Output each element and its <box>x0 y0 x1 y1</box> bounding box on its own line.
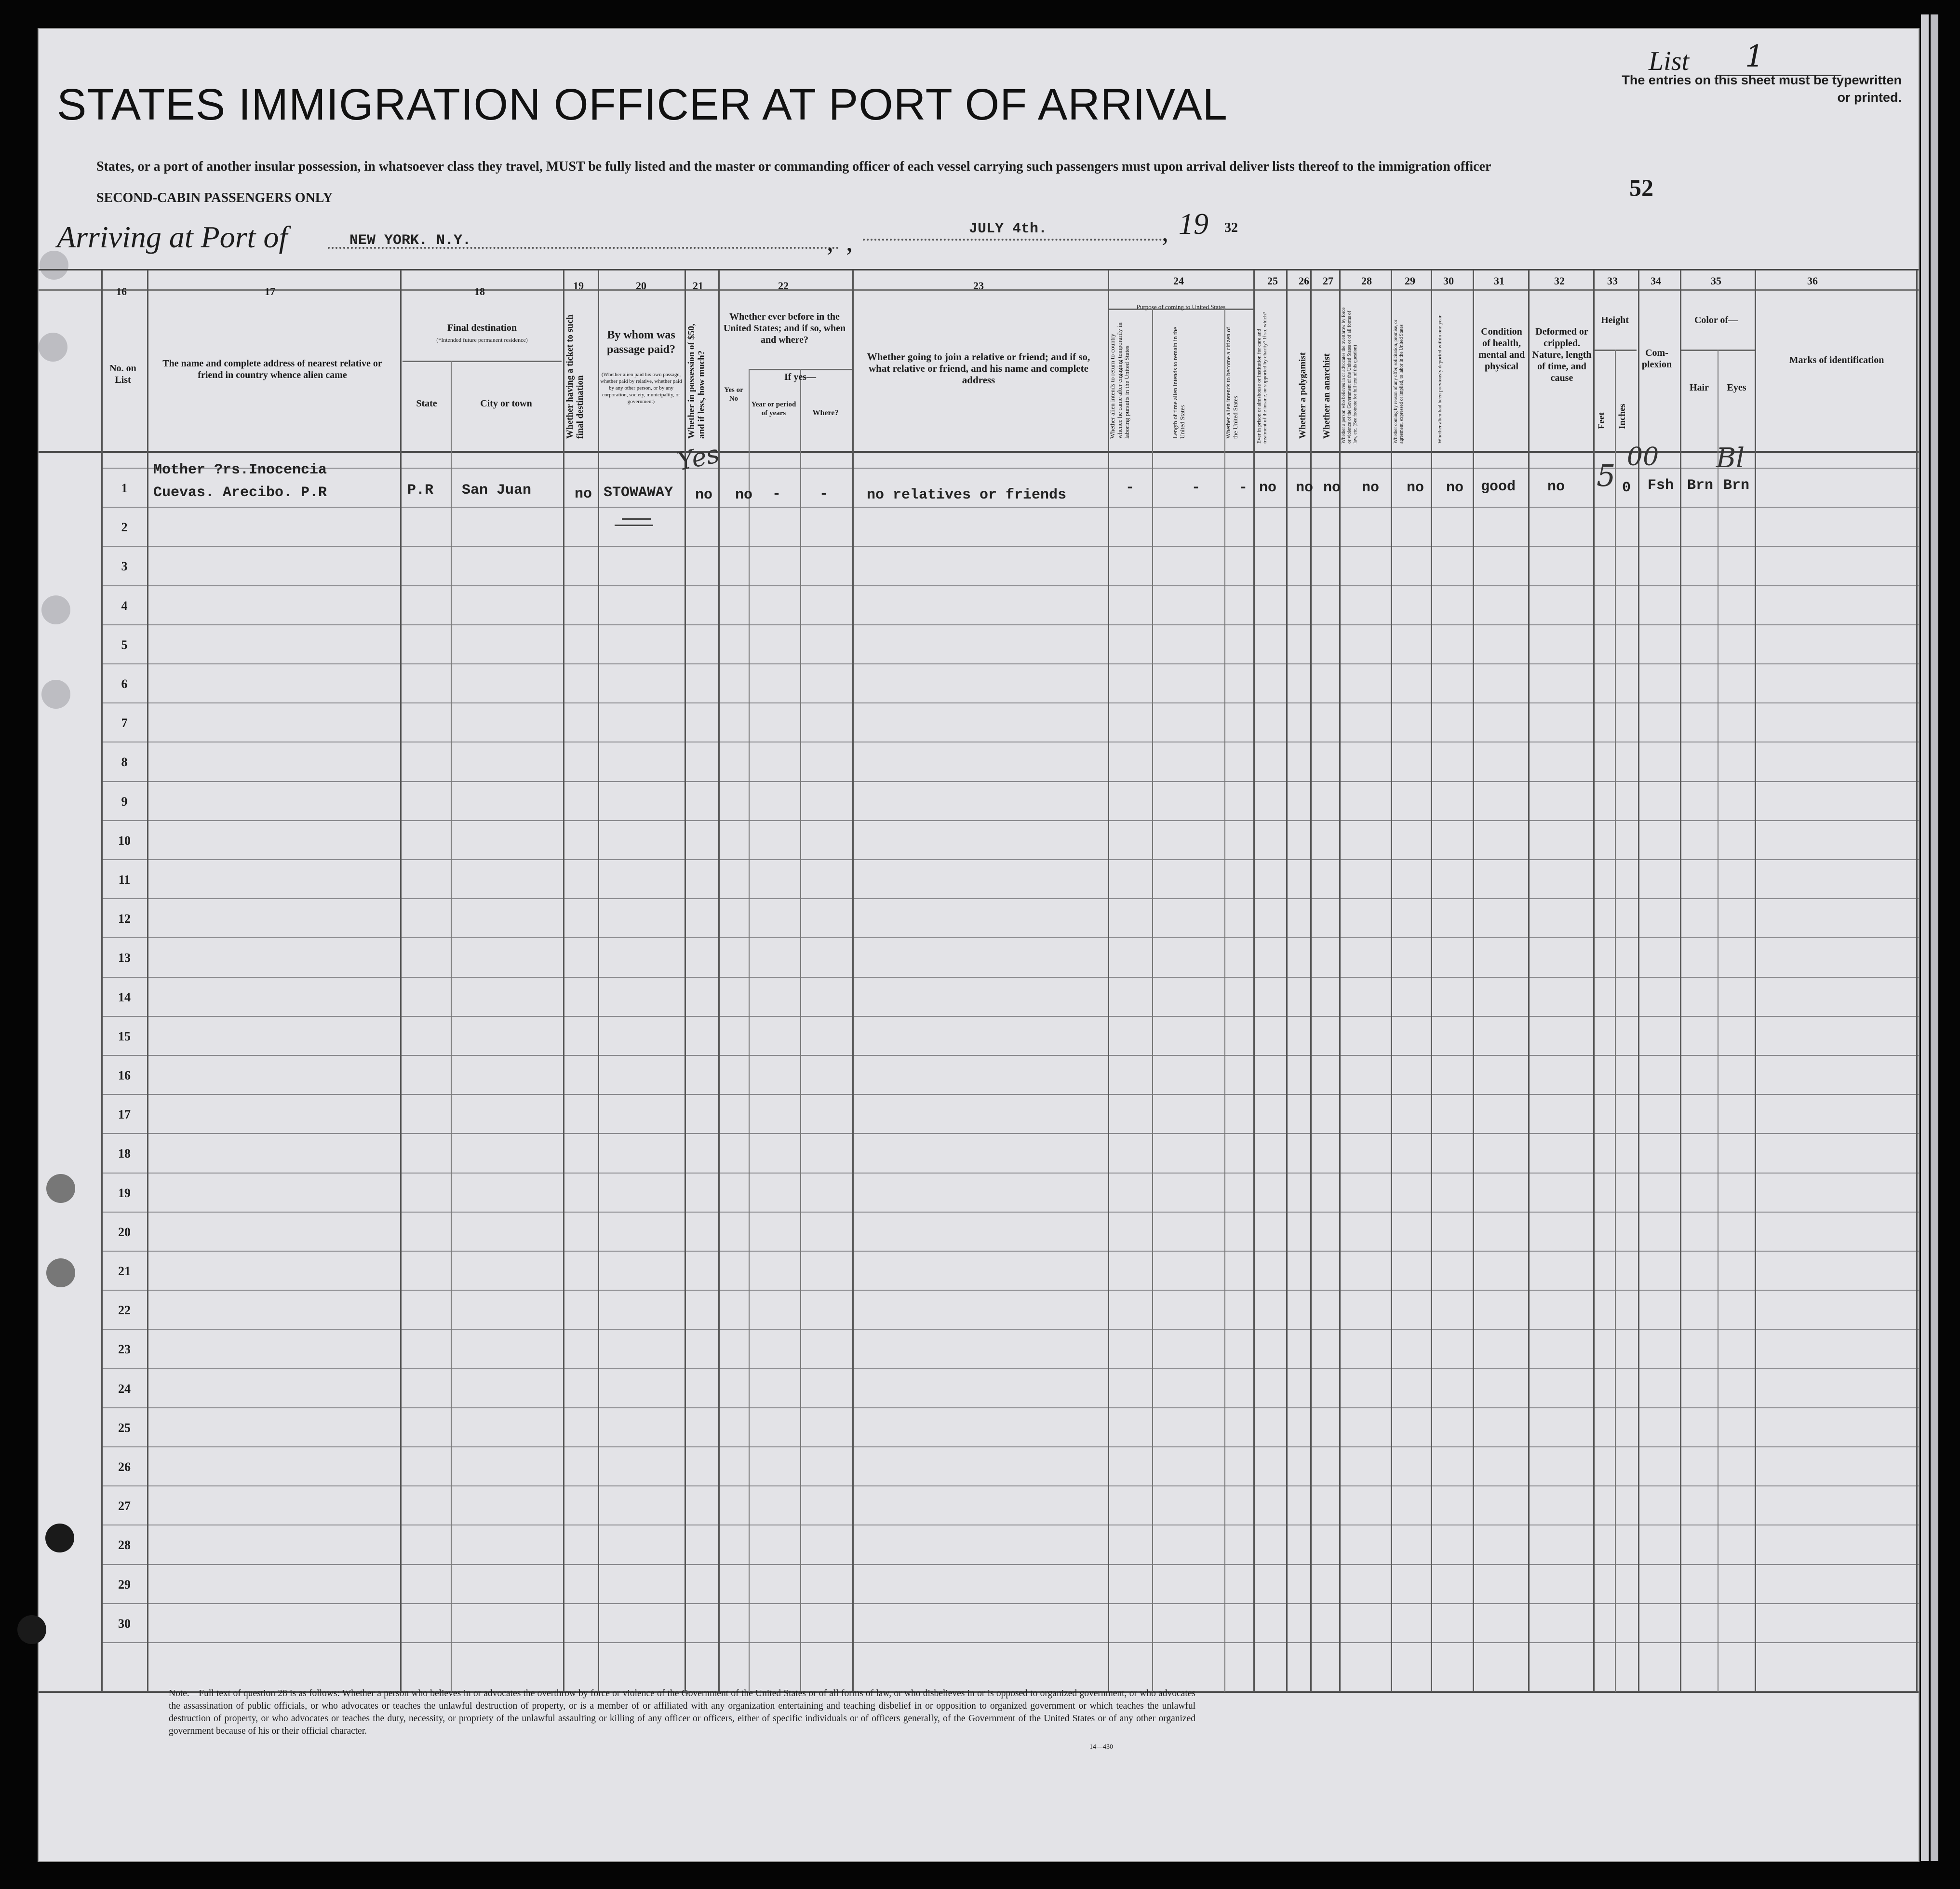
col-num-27: 27 <box>1323 275 1333 287</box>
row-number: 11 <box>118 873 131 887</box>
row-number: 21 <box>118 1264 131 1278</box>
row-rule <box>101 1642 1919 1643</box>
hdr-year: Year or period of years <box>751 401 796 417</box>
column-rule <box>1916 270 1918 1692</box>
entry-health: good <box>1481 479 1516 495</box>
row-rule <box>101 977 1919 978</box>
row-number: 1 <box>121 481 128 495</box>
column-rule <box>1473 270 1474 1692</box>
row-number: 15 <box>118 1029 131 1043</box>
hdr-prison: Ever in prison or almshouse or institution for care and treatment of the insane, or supported by charity? If so, which? <box>1256 311 1268 444</box>
port-value: NEW YORK. N.Y. <box>349 232 471 249</box>
hdr-relative: The name and complete address of nearest relative or friend in country whence alien came <box>162 358 382 380</box>
row-rule <box>101 781 1919 782</box>
footnote: Note.—Full text of question 28 is as follows: Whether a person who believes in or advocates the overthrow by force or violence of the Government of the United States or of all forms of law, or who disbelieves in or is opposed to organized government, or who advocates the assassination of public officials, or who advocates or teaches the unlawful destruction of property, or is a member of or affiliated with any organization entertaining and teaching disbelief in or opposition to organized government or which teaches the unlawful destruction of property, or who advocates or teaches the duty, necessity, or propriety of the unlawful assaulting or killing of any officer or officers, either of specific individuals or of officers generally, of the Government of the United States or of any other organized government because of his or their official character. <box>169 1688 1195 1736</box>
entry-eyes: Brn <box>1723 477 1750 494</box>
row-number: 13 <box>118 951 131 965</box>
comma: , <box>1162 217 1168 247</box>
subcolumn-rule <box>1224 309 1225 1692</box>
handwritten-mark-21: Yes <box>674 439 722 477</box>
hdr-health: Condition of health, mental and physical <box>1478 326 1525 372</box>
row-number: 14 <box>118 990 131 1004</box>
punch-hole <box>39 333 67 362</box>
entry-q28: no <box>1362 480 1380 496</box>
col-num-30: 30 <box>1443 275 1454 287</box>
hdr-color-of: Color of— <box>1694 315 1738 325</box>
row-rule <box>101 1016 1919 1017</box>
entry-purpose-citizen: - <box>1239 480 1248 496</box>
row-rule <box>101 1055 1919 1056</box>
comma: , <box>827 227 833 257</box>
col-num-33: 33 <box>1607 275 1618 287</box>
col-num-29: 29 <box>1405 275 1415 287</box>
column-rule <box>1108 270 1109 1692</box>
column-rule <box>101 270 103 1692</box>
column-rule <box>147 270 148 1692</box>
arriving-label: Arriving at Port of <box>57 220 288 254</box>
row-rule <box>101 859 1919 860</box>
entry-relative-line2: Cuevas. Arecibo. P.R <box>153 485 327 501</box>
hdr-final-destination: Final destination <box>447 323 517 333</box>
row-number: 16 <box>118 1068 131 1082</box>
entry-state: P.R <box>407 482 434 499</box>
row-rule <box>101 585 1919 586</box>
row-rule <box>101 820 1919 821</box>
handwritten-mark-inches: 00 <box>1627 443 1659 472</box>
hdr-fifty-dollars: Whether in possession of $50, and if less, how much? <box>686 324 707 439</box>
row-number: 27 <box>118 1499 131 1513</box>
date-line <box>863 239 1162 241</box>
column-rule <box>400 270 402 1692</box>
year-suffix: 32 <box>1224 220 1238 235</box>
column-rule <box>1680 270 1681 1692</box>
hdr-no-on-list: No. on List <box>109 363 136 385</box>
col-num-26: 26 <box>1299 275 1309 287</box>
row-number: 20 <box>118 1225 131 1239</box>
row-rule <box>101 1368 1919 1369</box>
rule-dest-sub <box>403 361 562 362</box>
row-rule <box>101 1133 1919 1134</box>
row-number: 12 <box>118 912 131 926</box>
row-rule <box>101 546 1919 547</box>
row-number: 28 <box>118 1538 131 1552</box>
col-num-21: 21 <box>693 280 703 292</box>
entry-q30: no <box>1446 480 1464 496</box>
hdr-if-yes: If yes— <box>784 372 817 382</box>
rule-top <box>39 269 1919 270</box>
hdr-complexion: Com-plexion <box>1641 348 1672 370</box>
row-rule <box>101 1603 1919 1604</box>
subcolumn-rule <box>1615 350 1616 1692</box>
subtitle: States, or a port of another insular possession, in whatsoever class they travel, MUST be fully listed and the master or commanding officer of each vessel carrying such passengers must upon arrival deliver lists thereof to the immigration officer <box>96 159 1491 174</box>
row-rule <box>101 1446 1919 1447</box>
entry-prison: no <box>1259 480 1277 496</box>
col-num-23: 23 <box>973 280 984 292</box>
row-rule <box>101 1251 1919 1252</box>
hdr-where: Where? <box>812 409 839 417</box>
page-edge <box>1931 14 1938 1861</box>
column-rule <box>1638 270 1639 1692</box>
row-number: 9 <box>121 794 128 809</box>
hdr-passage-paid: By whom was passage paid? <box>606 329 676 356</box>
row-rule <box>101 1329 1919 1330</box>
entry-complexion: Fsh <box>1648 477 1674 494</box>
hdr-ticket: Whether having a ticket to such final destination <box>565 314 585 439</box>
hdr-purpose-citizen: Whether alien intends to become a citizen of the United States <box>1224 326 1239 439</box>
punch-hole <box>45 1524 74 1552</box>
punch-hole <box>40 251 68 280</box>
hdr-deported: Whether alien had been previously deported within one year <box>1437 315 1443 444</box>
hdr-q28: Whether a person who believes in or advocates the overthrow by force or violence of the Government of the United States or of all forms of law, etc. (See footnote for full text of this question) <box>1341 307 1358 444</box>
row-rule <box>101 1564 1919 1565</box>
row-rule <box>101 1407 1919 1408</box>
hdr-marks: Marks of identification <box>1789 355 1884 365</box>
hdr-deformed: Deformed or crippled. Nature, length of time, and cause <box>1532 326 1592 383</box>
row-rule <box>101 898 1919 899</box>
entry-relative-line1: Mother ?rs.Inocencia <box>153 462 327 478</box>
column-rule <box>1391 270 1392 1692</box>
entry-ticket: no <box>575 486 592 502</box>
page-edge <box>1921 14 1929 1861</box>
entry-where: - <box>819 486 829 502</box>
hdr-city: City or town <box>480 398 532 409</box>
hdr-purpose-length: Length of time alien intends to remain in the United States <box>1171 327 1186 439</box>
row-number: 18 <box>118 1147 131 1161</box>
column-rule <box>598 270 599 1692</box>
row-rule <box>101 1212 1919 1213</box>
column-rule <box>1593 270 1595 1692</box>
col-num-20: 20 <box>636 280 646 292</box>
hdr-join-relative: Whether going to join a relative or friend; and if so, what relative or friend, and his name and complete address <box>867 351 1090 386</box>
row-number: 25 <box>118 1420 131 1435</box>
hdr-yes-no: Yes or No <box>724 386 743 403</box>
row-number: 10 <box>118 833 131 848</box>
hdr-passage-paid-sub: (Whether alien paid his own passage, whether paid by relative, whether paid by any other person, or by any corporation, society, municipality, or government) <box>600 372 682 405</box>
row-number: 5 <box>121 637 128 652</box>
hdr-purpose: Purpose of coming to United States <box>1136 303 1226 310</box>
hdr-q29: Whether coming by reason of any offer, solicitation, promise, or agreement, expressed or implied, to labor in the United States <box>1393 319 1404 444</box>
entry-anarchist: no <box>1323 480 1341 496</box>
stowaway-underline <box>615 525 653 526</box>
row-number: 4 <box>121 598 128 613</box>
entry-feet: 5 <box>1597 458 1616 493</box>
row-rule <box>101 1173 1919 1174</box>
hdr-state: State <box>416 398 437 409</box>
row-rule <box>101 663 1919 664</box>
row-rule <box>101 507 1919 508</box>
row-rule <box>101 1094 1919 1095</box>
list-number: 1 <box>1745 39 1764 74</box>
entry-join-relative: no relatives or friends <box>867 487 1067 503</box>
row-number: 30 <box>118 1616 131 1631</box>
entry-passage-paid: STOWAWAY <box>604 485 673 501</box>
row-rule <box>101 624 1919 625</box>
row-number: 3 <box>121 559 128 574</box>
column-rule <box>685 270 686 1692</box>
punch-hole <box>41 595 70 624</box>
col-num-22: 22 <box>778 280 789 292</box>
subcolumn-rule <box>1152 309 1153 1692</box>
entry-purpose-return: - <box>1126 480 1135 496</box>
col-num-16: 16 <box>116 285 127 297</box>
column-rule <box>718 270 720 1692</box>
col-num-32: 32 <box>1554 275 1565 287</box>
punch-hole <box>46 1174 75 1203</box>
hdr-polygamist: Whether a polygamist <box>1298 352 1308 439</box>
entry-city: San Juan <box>462 482 532 499</box>
row-number: 2 <box>121 520 128 535</box>
hdr-eyes: Eyes <box>1727 382 1746 393</box>
hdr-height: Height <box>1601 315 1629 325</box>
col-num-36: 36 <box>1807 275 1818 287</box>
row-rule <box>101 1290 1919 1291</box>
hdr-final-destination-sub: (*Intended future permanent residence) <box>436 337 528 343</box>
row-number: 7 <box>121 716 128 730</box>
port-line <box>328 247 839 249</box>
entry-hair: Brn <box>1687 477 1714 494</box>
punch-hole <box>41 680 70 709</box>
date-value: JULY 4th. <box>969 221 1047 237</box>
subcolumn-rule <box>800 369 801 1692</box>
entries-note: The entries on this sheet must be typewritten or printed. <box>1622 73 1902 105</box>
entry-year: - <box>772 486 781 502</box>
punch-hole <box>17 1615 46 1644</box>
col-num-31: 31 <box>1494 275 1504 287</box>
handwritten-mark-eyes: Bl <box>1716 443 1745 474</box>
form-number: 14—430 <box>1089 1743 1113 1751</box>
row-number: 29 <box>118 1577 131 1592</box>
column-rule <box>852 270 854 1692</box>
hdr-inches: Inches <box>1617 404 1627 429</box>
col-num-28: 28 <box>1361 275 1372 287</box>
row-number: 8 <box>121 755 128 769</box>
row-number: 24 <box>118 1381 131 1396</box>
page-title: STATES IMMIGRATION OFFICER AT PORT OF ARRIVAL <box>57 80 1228 129</box>
column-rule <box>1431 270 1432 1692</box>
column-rule <box>1286 270 1288 1692</box>
col-num-19: 19 <box>573 280 584 292</box>
row-number: 6 <box>121 677 128 691</box>
subcolumn-rule <box>451 361 452 1692</box>
entry-purpose-length: - <box>1192 480 1201 496</box>
year-prefix: 19 <box>1179 208 1208 241</box>
row-rule <box>101 702 1919 703</box>
list-label: List <box>1649 46 1690 76</box>
class-line: SECOND-CABIN PASSENGERS ONLY <box>96 190 333 205</box>
col-num-17: 17 <box>265 285 275 297</box>
column-rule <box>1755 270 1756 1692</box>
row-number: 26 <box>118 1460 131 1474</box>
entry-deformed: no <box>1547 479 1565 495</box>
entry-before-in-us: no <box>735 487 753 503</box>
col-num-24: 24 <box>1173 275 1184 287</box>
row-rule <box>101 1485 1919 1486</box>
hdr-purpose-return: Whether alien intends to return to country whence he came after engaging temporarily in laboring pursuits in the United States <box>1109 322 1130 439</box>
col-num-34: 34 <box>1651 275 1661 287</box>
manifest-sheet <box>39 29 1919 1861</box>
row-number: 17 <box>118 1107 131 1122</box>
entry-inches: 0 <box>1622 480 1631 496</box>
entry-q29: no <box>1407 480 1424 496</box>
row-number: 23 <box>118 1342 131 1357</box>
col-num-18: 18 <box>474 285 485 297</box>
col-num-35: 35 <box>1711 275 1721 287</box>
subcolumn-rule <box>749 369 750 1692</box>
col-num-25: 25 <box>1267 275 1278 287</box>
comma: , <box>846 227 853 257</box>
entry-fifty-dollars: no <box>695 487 713 503</box>
entry-polygamist: no <box>1296 480 1314 496</box>
row-number: 19 <box>118 1186 131 1200</box>
hdr-anarchist: Whether an anarchist <box>1322 353 1332 439</box>
hdr-before-in-us: Whether ever before in the United States; and if so, when and where? <box>723 311 846 345</box>
stowaway-underline <box>622 518 651 520</box>
row-number: 22 <box>118 1303 131 1318</box>
column-rule <box>1528 270 1530 1692</box>
page-number: 52 <box>1629 174 1653 201</box>
column-rule <box>1253 270 1255 1692</box>
hdr-feet: Feet <box>1597 412 1607 429</box>
row-rule <box>101 937 1919 938</box>
column-rule <box>563 270 564 1692</box>
punch-hole <box>46 1258 75 1287</box>
hdr-hair: Hair <box>1690 382 1709 393</box>
